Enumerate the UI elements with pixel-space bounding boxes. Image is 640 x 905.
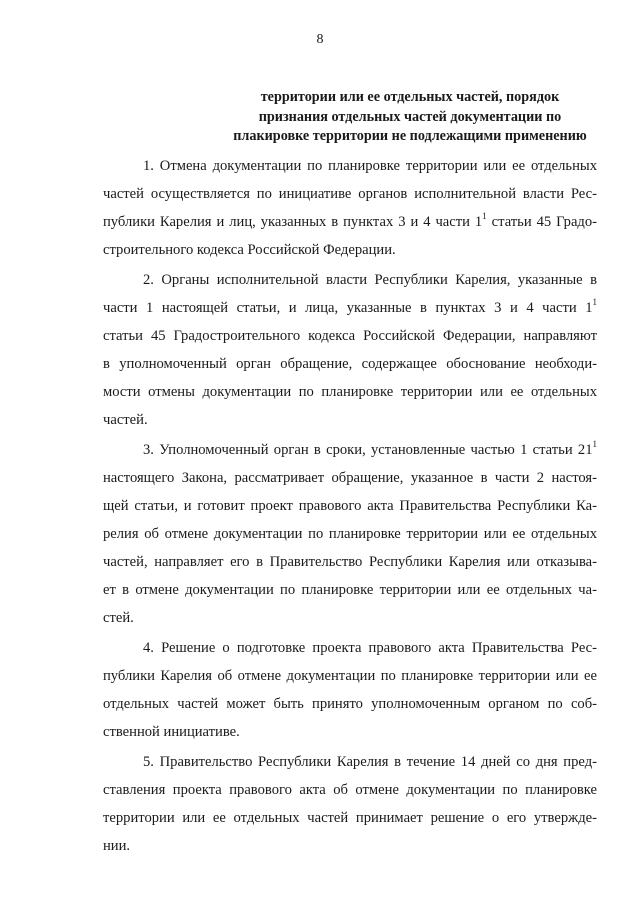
page-number: 8 <box>316 32 324 47</box>
text-line <box>103 208 597 236</box>
text-line: 5. Правительство Республики Карелия в течение 14 дней со дня пред- <box>143 754 597 770</box>
text-line <box>143 436 597 464</box>
text-line: в уполномоченный орган обращение, содержащее обоснование необходи- <box>103 356 597 372</box>
text-line: мости отмены документации по планировке территории или ее отдельных <box>103 384 597 400</box>
text-line: ет в отмене документации по планировке территории или ее отдельных ча- <box>103 582 597 598</box>
text-segment: 3. Уполномоченный орган в сроки, установленные частью 1 статьи 21 <box>143 442 593 458</box>
text-segment: части 1 настоящей статьи, и лица, указанные в пунктах 3 и 4 части 1 <box>103 300 593 316</box>
text-line: ственной инициативе. <box>103 724 240 740</box>
superscript: 1 <box>592 439 597 449</box>
heading-line: плакировке территории не подлежащими применению <box>233 128 587 144</box>
text-line: релия об отмене документации по планировке территории или ее отдельных <box>103 526 597 542</box>
text-segment: статьи 45 Градо- <box>491 214 597 230</box>
text-line: настоящего Закона, рассматривает обращение, указанное в части 2 настоя- <box>103 470 597 486</box>
text-line: статьи 45 Градостроительного кодекса Российской Федерации, направляют <box>103 328 597 344</box>
heading-line: территории или ее отдельных частей, порядок <box>260 89 560 105</box>
text-line: территории или ее отдельных частей принимает решение о его утвержде- <box>103 810 597 826</box>
text-line: нии. <box>103 838 131 854</box>
text-line: щей статьи, и готовит проект правового акта Правительства Республики Ка- <box>103 498 597 514</box>
text-line: строительного кодекса Российской Федерации. <box>103 242 396 258</box>
text-line: частей, направляет его в Правительство Республики Карелия или отказыва- <box>103 554 597 570</box>
text-line: стей. <box>103 610 134 626</box>
text-line: частей. <box>103 412 148 428</box>
text-segment: публики Карелия и лиц, указанных в пунктах 3 и 4 части 1 <box>103 214 483 230</box>
superscript: 1 <box>482 211 487 221</box>
heading-line: признания отдельных частей документации по <box>258 108 562 125</box>
text-line <box>103 294 597 322</box>
text-line: отдельных частей может быть принято уполномоченным органом по соб- <box>103 696 597 712</box>
text-line: 2. Органы исполнительной власти Республики Карелия, указанные в <box>143 272 597 288</box>
text-line: 1. Отмена документации по планировке территории или ее отдельных <box>143 158 597 174</box>
superscript: 1 <box>592 297 597 307</box>
article-heading <box>215 88 605 147</box>
text-line: частей осуществляется по инициативе органов исполнительной власти Рес- <box>103 186 597 202</box>
text-line: 4. Решение о подготовке проекта правового акта Правительства Рес- <box>143 640 597 656</box>
text-line: публики Карелия об отмене документации по планировке территории или ее <box>103 668 597 684</box>
text-line: ставления проекта правового акта об отмене документации по планировке <box>103 782 597 798</box>
